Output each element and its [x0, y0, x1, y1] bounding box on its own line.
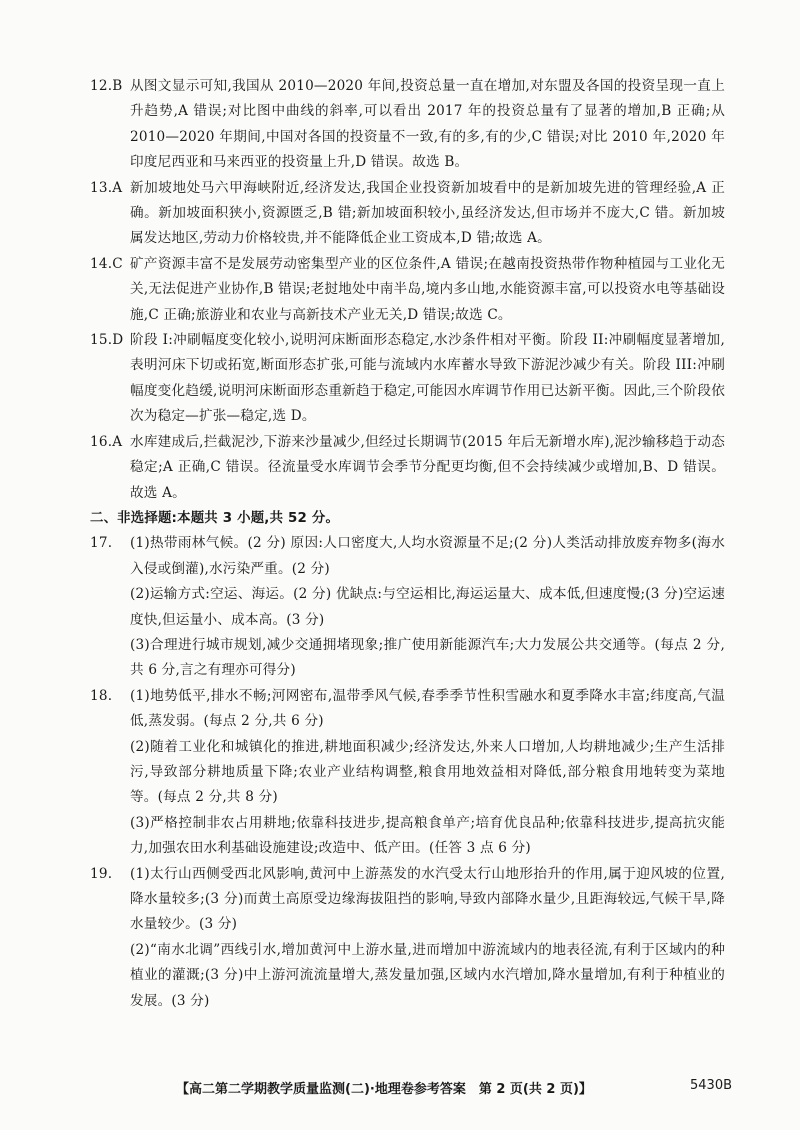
answer-item-14 [90, 252, 725, 328]
section-title: 二、非选择题:本题共 3 小题,共 52 分。 [90, 510, 340, 526]
answer-item-18 [90, 684, 725, 862]
answer-item-17 [90, 531, 725, 683]
answer-explanation: 水库建成后,拦截泥沙,下游来沙量减少,但经过长期调节(2015 年后无新增水库),泥沙输移趋于动态稳定;A 正确,C 错误。径流量受水库调节会季节分配更均衡,但不会持续减少或增加,B、D 错误。故选 A。 [130, 433, 725, 501]
answer-letter: A [112, 433, 123, 450]
question-number: 15. [90, 332, 113, 349]
answer-item-13 [90, 176, 725, 252]
answer-part: (1)热带雨林气候。(2 分) 原因:人口密度大,人均水资源量不足;(2 分)人类活动排放废弃物多(海水入侵或倒灌),水污染严重。(2 分) [130, 535, 725, 577]
answer-part: (1)太行山西侧受西北风影响,黄河中上游蒸发的水汽受太行山地形抬升的作用,属于迎风坡的位置,降水量较多;(3 分)而黄土高原受边缘海拔阻挡的影响,导致内部降水量少,且距海较远,气候干旱,降水量较少。(3 分) [130, 865, 725, 933]
answer-letter: C [112, 255, 123, 272]
answer-item-12 [90, 74, 725, 176]
answer-letter: D [112, 332, 124, 349]
question-number: 17. [90, 535, 113, 552]
answer-item-16 [90, 430, 725, 506]
answer-explanation: 阶段 I:冲刷幅度变化较小,说明河床断面形态稳定,水沙条件相对平衡。阶段 II:冲刷幅度显著增加,表明河床下切或拓宽,断面形态扩张,可能与流域内水库蓄水导致下游泥沙减少有关。阶段 III:冲刷幅度变化趋缓,说明河床断面形态重新趋于稳定,可能因水库调节作用已达新平衡。因此,三个阶段依次为稳定—扩张—稳定,选 D。 [130, 332, 725, 425]
answer-content [90, 74, 725, 1014]
question-number: 18. [90, 687, 113, 704]
answer-parts [130, 684, 725, 862]
answer-letter: B [112, 78, 123, 94]
question-number: 13. [90, 179, 113, 196]
answer-part: (2)“南水北调”西线引水,增加黄河中上游水量,进而增加中游流域内的地表径流,有利于区域内的种植业的灌溉;(3 分)中上游河流流量增大,蒸发量加强,区域内水汽增加,降水量增加,有利于种植业的发展。(3 分) [130, 941, 725, 1009]
question-number: 16. [90, 433, 113, 450]
answer-part: (2)随着工业化和城镇化的推进,耕地面积减少;经济发达,外来人口增加,人均耕地减少;生产生活排污,导致部分耕地质量下降;农业产业结构调整,粮食用地效益相对降低,部分粮食用地转变为菜地等。(每点 2 分,共 8 分) [130, 738, 725, 806]
answer-letter: A [112, 179, 123, 196]
answer-item-15 [90, 328, 725, 430]
answer-part: (1)地势低平,排水不畅;河网密布,温带季风气候,春季季节性积雪融水和夏季降水丰富;纬度高,气温低,蒸发弱。(每点 2 分,共 6 分) [130, 687, 725, 730]
answer-explanation: 矿产资源丰富不是发展劳动密集型产业的区位条件,A 错误;在越南投资热带作物种植园与工业化无关,无法促进产业协作,B 错误;老挝地处中南半岛,境内多山地,水能资源丰富,可以投资水电等基础设施,C 正确;旅游业和农业与高新技术产业无关,D 错误;故选 C。 [130, 255, 725, 323]
answer-explanation: 新加坡地处马六甲海峡附近,经济发达,我国企业投资新加坡看中的是新加坡先进的管理经验,A 正确。新加坡面积狭小,资源匮乏,B 错;新加坡面积较小,虽经济发达,但市场并不庞大,C 错。新加坡属发达地区,劳动力价格较贵,并不能降低企业工资成本,D 错;故选 A。 [130, 179, 725, 247]
footer-code: 5430B [690, 1078, 733, 1093]
answer-part: (3)合理进行城市规划,减少交通拥堵现象;推广使用新能源汽车;大力发展公共交通等。(每点 2 分,共 6 分,言之有理亦可得分) [130, 636, 725, 679]
footer-title: 【高二第二学期教学质量监测(二)·地理卷参考答案 第 2 页(共 2 页)】 [176, 1082, 592, 1097]
question-number: 19. [90, 865, 113, 882]
answer-part: (2)运输方式:空运、海运。(2 分) 优缺点:与空运相比,海运运量大、成本低,但速度慢;(3 分)空运速度快,但运量小、成本高。(3 分) [130, 586, 725, 628]
answer-item-19 [90, 862, 725, 1014]
answer-explanation: 从图文显示可知,我国从 2010—2020 年间,投资总量一直在增加,对东盟及各国的投资呈现一直上升趋势,A 错误;对比图中曲线的斜率,可以看出 2017 年的投资总量有了显著的增加,B 正确;从 2010—2020 年期间,中国对各国的投资量不一致,有的多,有的少,C 错误;对比 2010 年,2020 年印度尼西亚和马来西亚的投资量上升,D 错误。故选 B。 [130, 78, 725, 171]
page-footer [0, 1078, 800, 1102]
answer-part: (3)严格控制非农占用耕地;依靠科技进步,提高粮食单产;培育优良品种;依靠科技进步,提高抗灾能力,加强农田水利基础设施建设;改造中、低产田。(任答 3 点 6 分) [130, 814, 725, 857]
answer-parts [130, 862, 725, 1014]
question-number: 12. [90, 78, 113, 94]
answer-parts [130, 531, 725, 683]
question-number: 14. [90, 255, 113, 272]
